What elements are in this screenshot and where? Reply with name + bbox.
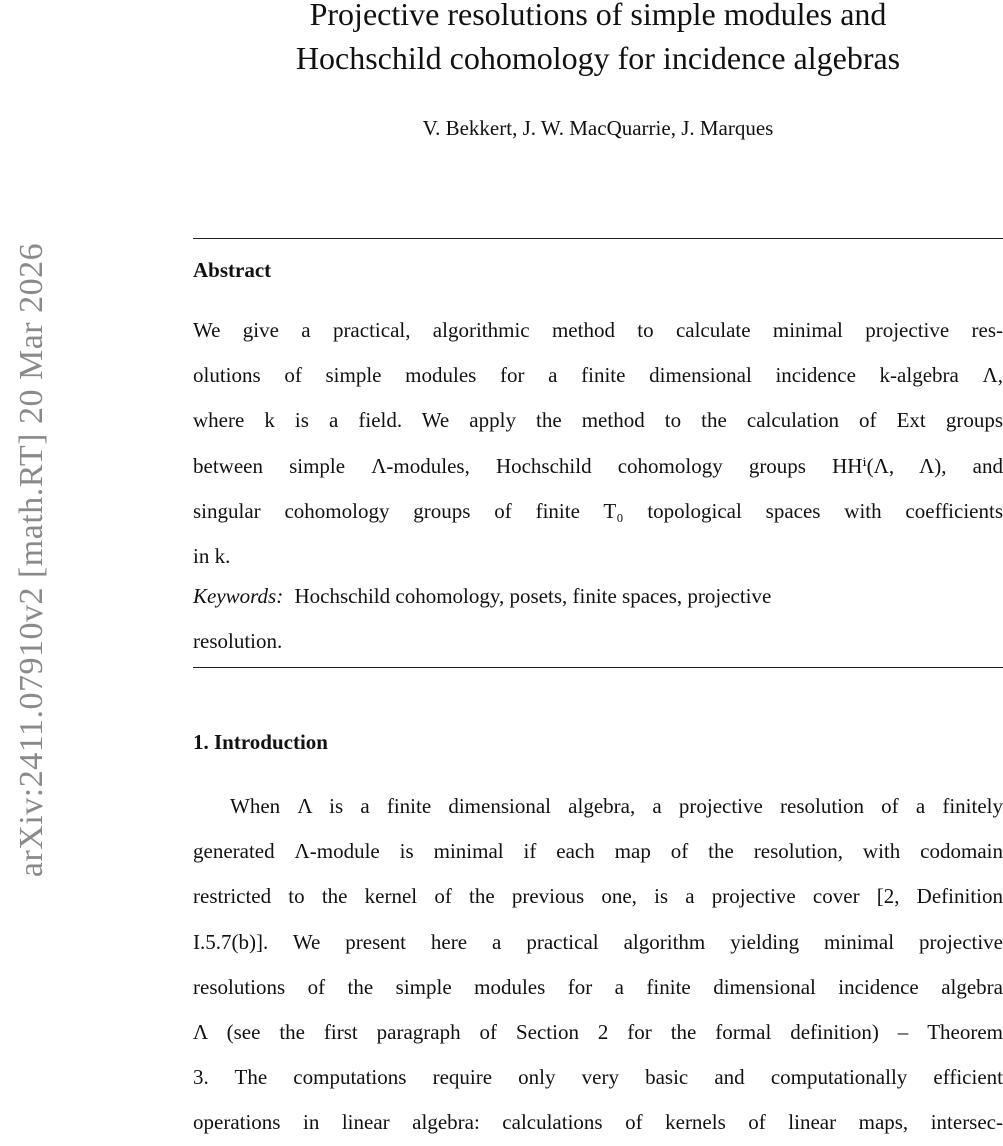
keywords-text: Hochschild cohomology, posets, finite spaces, projective [294, 584, 772, 608]
abstract-line: in k. [193, 544, 231, 569]
abstract-line: singular cohomology groups of finite T₀ topological spaces with coefficients [193, 498, 1003, 523]
abstract-body [193, 308, 1003, 579]
arxiv-identifier: arXiv:2411.07910v2 [math.RT] 20 Mar 2026 [13, 242, 50, 878]
introduction-line: operations in linear algebra: calculations of kernels of linear maps, intersec- [193, 1110, 1003, 1135]
abstract-paragraph [193, 308, 1003, 579]
paper-title [193, 0, 1003, 80]
abstract-line: We give a practical, algorithmic method to calculate minimal projective res- [193, 318, 1003, 342]
keywords-line-2: resolution. [193, 629, 283, 653]
abstract-heading: Abstract [193, 258, 272, 282]
keywords-label: Keywords: [193, 584, 284, 608]
title-line-2: Hochschild cohomology for incidence algebras [295, 40, 901, 76]
abstract-line: where k is a field. We apply the method to the calculation of Ext groups [193, 408, 1003, 433]
introduction-line: I.5.7(b)]. We present here a practical algorithm yielding minimal projective [193, 929, 1003, 954]
abstract-line: between simple Λ-modules, Hochschild cohomology groups HHⁱ(Λ, Λ), and [193, 453, 1003, 478]
abstract-bottom-rule [193, 667, 1003, 668]
introduction-line: When Λ is a finite dimensional algebra, a projective resolution of a finitely [230, 794, 1003, 818]
paper-authors: V. Bekkert, J. W. MacQuarrie, J. Marques [422, 116, 774, 140]
title-line-1: Projective resolutions of simple modules and [309, 0, 887, 32]
keywords-block [193, 574, 1003, 664]
introduction-line: 3. The computations require only very basic and computationally efficient [193, 1065, 1003, 1090]
introduction-line: restricted to the kernel of the previous one, is a projective cover [2, Definition [193, 884, 1003, 909]
introduction-body [193, 784, 1003, 1146]
abstract-top-rule [193, 238, 1003, 239]
introduction-line: generated Λ-module is minimal if each map of the resolution, with codomain [193, 839, 1003, 864]
introduction-heading: 1. Introduction [193, 730, 328, 754]
abstract-line: olutions of simple modules for a finite dimensional incidence k-algebra Λ, [193, 363, 1003, 388]
introduction-line: resolutions of the simple modules for a finite dimensional incidence algebra [193, 974, 1003, 999]
arxiv-side-stamp [0, 0, 58, 1136]
abstract-section [193, 258, 1003, 283]
introduction-line: Λ (see the first paragraph of Section 2 for the formal definition) – Theorem [193, 1020, 1003, 1045]
introduction-section [193, 730, 1003, 755]
introduction-paragraph [193, 784, 1003, 1146]
keywords-line [193, 574, 1003, 619]
